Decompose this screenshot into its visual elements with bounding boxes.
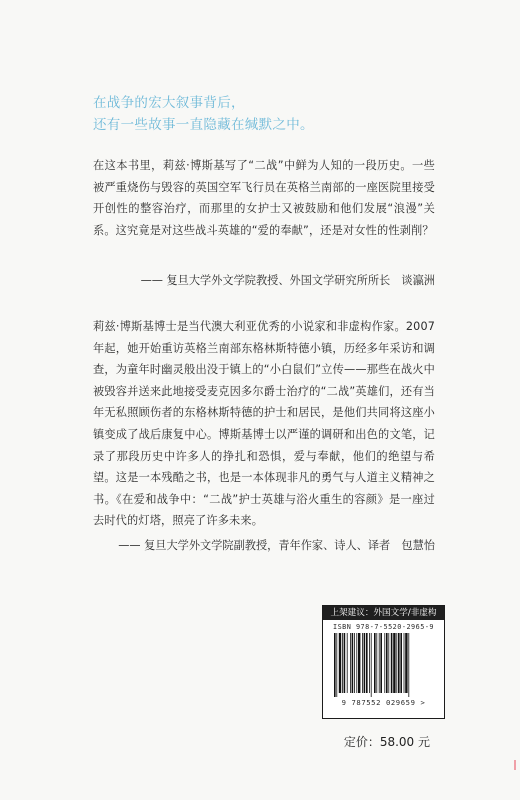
barcode-bar (369, 633, 370, 693)
barcode-bar (350, 633, 351, 693)
shelving-suggestion-label: 上架建议：外国文学/非虚构 (323, 606, 444, 620)
price: 定价：58.00 元 (343, 735, 430, 749)
barcode-bar (343, 633, 345, 693)
barcode-bar (342, 633, 343, 693)
barcode-bar (351, 633, 353, 693)
barcode-bar (405, 633, 407, 693)
barcode-bar (408, 633, 409, 697)
barcode-bar (396, 633, 397, 693)
barcode-bar (366, 633, 368, 693)
barcode-bar (376, 633, 377, 693)
barcode-bar (336, 633, 337, 697)
barcode-image (332, 633, 436, 697)
tagline-line-2: 还有一些故事一直隐藏在缄默之中。 (93, 117, 314, 133)
barcode-bar (380, 633, 382, 693)
barcode-bar (374, 633, 376, 693)
barcode-bar (378, 633, 379, 693)
barcode-bar (358, 633, 360, 693)
barcode-bar (356, 633, 357, 693)
barcode-bar (386, 633, 388, 693)
barcode-bar (390, 633, 392, 693)
barcode-bar (334, 633, 336, 697)
edge-mark (514, 760, 516, 770)
barcode-bar (363, 633, 365, 693)
barcode-bar (370, 633, 371, 697)
barcode-bar (384, 633, 385, 693)
barcode-bar (400, 633, 402, 693)
review-2-text: 莉兹·博斯基博士是当代澳大利亚优秀的小说家和非虚构作家。2007 年起，她开始重访英格兰南部东格林斯特德小镇，历经多年采访和调查，为童年时幽灵般出没于镇上的“小白鼠们”立传——那些在战火中被毁容并送来此地接受麦克因多尔爵士治疗的“二战”英雄们，还有当年无私照顾伤者的东格林斯特德的护士和居民，是他们共同将这座小镇变成了战后康复中心。博斯基博士以严谨的调研和出色的文笔，记录了那段历史中许多人的挣扎和恐惧，爱与奉献，他们的绝望与希望。这是一本残酷之书，也是一本体现非凡的勇气与人道主义精神之书。《在爱和战争中：“二战”护士英雄与浴火重生的容颜》是一座过去时代的灯塔，照亮了许多未来。 (93, 320, 435, 528)
barcode-bar (398, 633, 400, 693)
review-2-signature: —— 复旦大学外文学院副教授，青年作家、诗人、译者 包慧怡 (118, 539, 435, 552)
review-1-signature: —— 复旦大学外文学院教授、外国文学研究所所长 谈瀛洲 (140, 274, 435, 287)
review-1-text: 在这本书里，莉兹·博斯基写了“二战”中鲜为人知的一段历史。一些被严重烧伤与毁容的英国空军飞行员在英格兰南部的一座医院里接受开创性的整容治疗，而那里的女护士又被鼓励和他们发展“浪漫”关系。这究竟是对这些战斗英雄的“爱的奉献”，还是对女性的性剥削？ (93, 159, 435, 237)
barcode-bar (403, 633, 404, 693)
barcode-bar (338, 633, 340, 693)
barcode-digits: 9 787552 029659 > (341, 698, 426, 707)
barcode-bar (362, 633, 363, 693)
isbn-text: ISBN 978-7-5520-2965-9 (332, 623, 435, 631)
tagline-line-1: 在战争的宏大叙事背后， (93, 95, 245, 111)
barcode-box (322, 605, 445, 719)
barcode-bar (346, 633, 347, 693)
barcode-bar (354, 633, 355, 693)
tagline (93, 92, 314, 136)
barcode-bar (393, 633, 395, 693)
barcode-bar (388, 633, 389, 693)
